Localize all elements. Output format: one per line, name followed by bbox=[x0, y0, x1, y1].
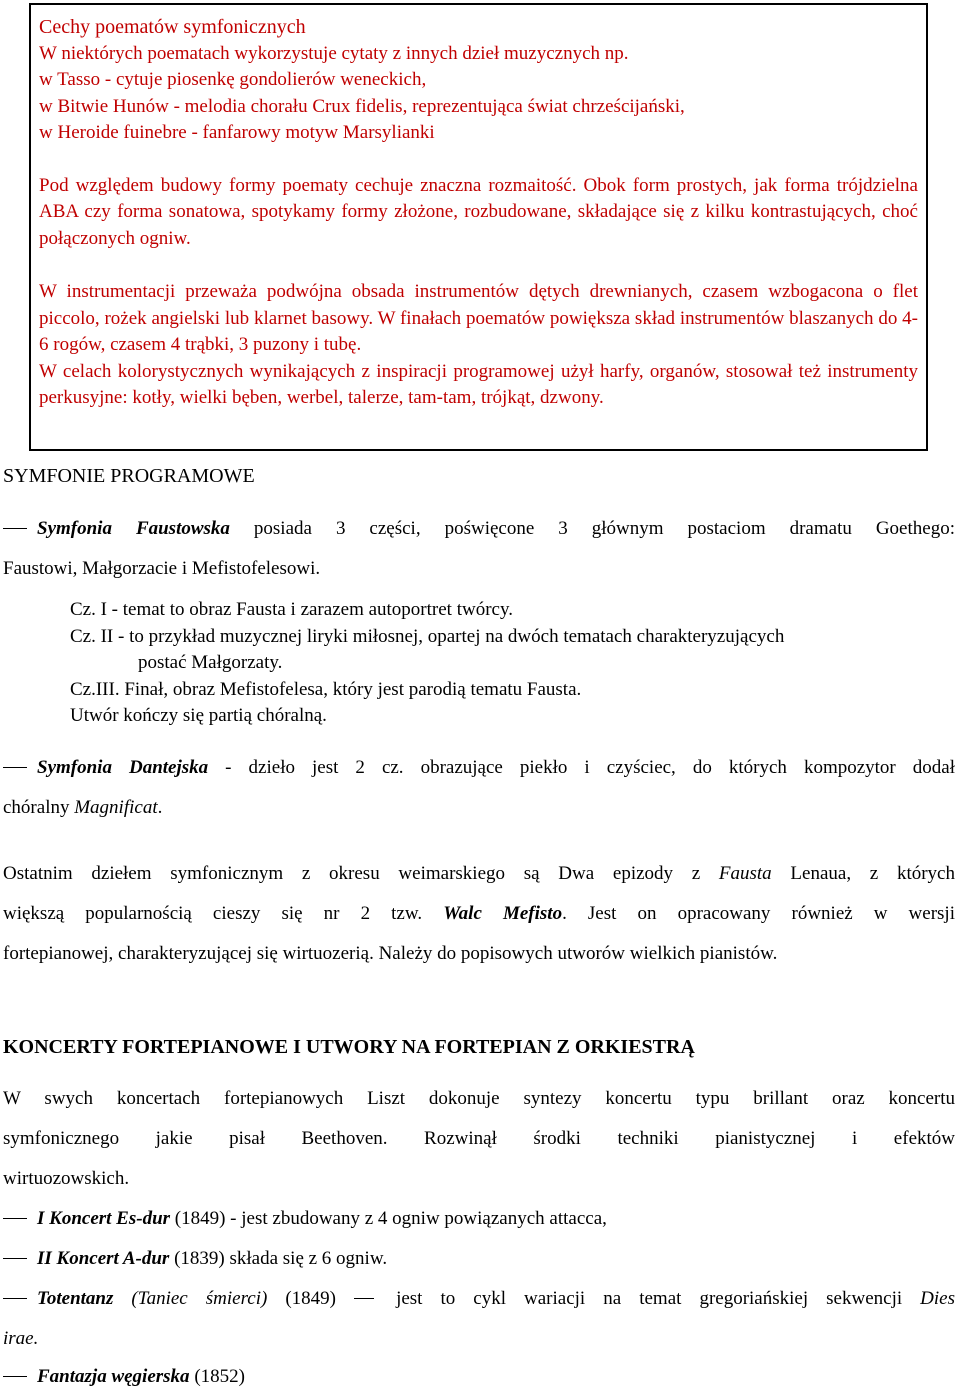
dash-bullet bbox=[3, 528, 27, 530]
list-item: Utwór kończy się partią chóralną. bbox=[70, 705, 327, 726]
section-heading-koncerty: KONCERTY FORTEPIANOWE I UTWORY NA FORTEPIAN Z ORKIESTRĄ bbox=[3, 1036, 695, 1058]
walc-mefisto: Walc Mefisto bbox=[443, 903, 563, 924]
form-paragraph: Pod względem budowy formy poematy cechuje znaczna rozmaitość. Obok form prostych, jak forma trójdzielna ABA czy forma sonatowa, spotykamy formy złożone, rozbudowane, składające się z kilku kontrastujących, choć połączonych ogniw. bbox=[39, 174, 918, 249]
list-item: Cz. I - temat to obraz Fausta i zarazem autoportret twórcy. bbox=[70, 599, 513, 620]
koncert-text: (1852) bbox=[189, 1366, 245, 1387]
koncert-item-4 bbox=[3, 1366, 955, 1388]
koncert-title: I Koncert Es-dur bbox=[37, 1208, 171, 1229]
ostatnim-line-3: fortepianowej, charakteryzującej się wirtuozerią. Należy do popisowych utworów wielkich pianistów. bbox=[3, 943, 778, 964]
list-item: Cz. II - to przykład muzycznej liryki miłosnej, opartej na dwóch tematach charakteryzujących bbox=[70, 625, 785, 647]
dante-title: Symfonia Dantejska bbox=[37, 757, 209, 778]
irae-latin: irae. bbox=[3, 1328, 39, 1349]
features-box bbox=[29, 3, 928, 451]
ostatnim-text: Lenaua, z których bbox=[771, 863, 955, 884]
ostatnim-line-1 bbox=[3, 863, 955, 885]
fausta: Fausta bbox=[718, 863, 772, 884]
koncert-subtitle: (Taniec śmierci) bbox=[113, 1288, 268, 1309]
dante-text: - dzieło jest 2 cz. obrazujące piekło i czyściec, do których kompozytor dodał bbox=[208, 757, 955, 778]
koncert-item-1 bbox=[3, 1208, 955, 1230]
koncert-text: (1849) - jest zbudowany z 4 ogniw powiązanych attacca, bbox=[170, 1208, 607, 1229]
koncert-title: Fantazja węgierska bbox=[37, 1366, 190, 1387]
faust-line-2: Faustowi, Małgorzacie i Mefistofelesowi. bbox=[3, 558, 321, 579]
dante-line-2 bbox=[3, 797, 955, 819]
list-item: Cz.III. Finał, obraz Mefistofelesa, który jest parodią tematu Fausta. bbox=[70, 678, 582, 700]
dante-text: . bbox=[157, 797, 163, 818]
dash-bullet bbox=[3, 1376, 27, 1378]
ostatnim-text: Ostatnim dziełem symfonicznym z okresu weimarskiego są Dwa epizody z bbox=[3, 863, 719, 884]
quote-item: w Bitwie Hunów - melodia chorału Crux fidelis, reprezentująca świat chrześcijański, bbox=[39, 95, 685, 117]
dash-bullet bbox=[3, 1258, 27, 1260]
dies-latin: Dies bbox=[920, 1288, 955, 1309]
quote-item: w Tasso - cytuje piosenkę gondolierów weneckich, bbox=[39, 69, 427, 90]
magnificat: Magnificat bbox=[74, 797, 158, 818]
koncert-text: (1839) składa się z 6 ogniw. bbox=[169, 1248, 388, 1269]
koncert-title: II Koncert A-dur bbox=[37, 1248, 170, 1269]
quote-item: w Heroide fuinebre - fanfarowy motyw Marsylianki bbox=[39, 122, 435, 143]
color-paragraph: W celach kolorystycznych wynikających z inspiracji programowej użył harfy, organów, stosował też instrumenty perkusyjne: kotły, wielki bęben, werbel, talerze, tam-tam, trójkąt, dzwony. bbox=[39, 360, 918, 408]
faust-title: Symfonia Faustowska bbox=[37, 518, 230, 539]
koncert-item-3-cont bbox=[3, 1328, 955, 1350]
koncert-text: (1849) bbox=[267, 1288, 355, 1309]
dash-bullet bbox=[3, 1218, 27, 1220]
koncert-item-2 bbox=[3, 1248, 955, 1270]
list-item: postać Małgorzaty. bbox=[138, 652, 283, 673]
section-heading-symfonie: SYMFONIE PROGRAMOWE bbox=[3, 465, 255, 487]
dante-line-1 bbox=[3, 757, 955, 779]
instrumentation-paragraph: W instrumentacji przeważa podwójna obsada instrumentów dętych drewnianych, czasem wzbogacona o flet piccolo, rożek angielski lub klarnet basowy. W finałach poematów powiększa skład instrumentów blaszanych do 4-6 rogów, czasem 4 trąbki, 3 puzony i tubę. bbox=[39, 281, 918, 355]
koncert-text: jest to cykl wariacji na temat gregoriańskiej sekwencji bbox=[378, 1288, 921, 1309]
faust-text: posiada 3 części, poświęcone 3 głównym postaciom dramatu Goethego: bbox=[229, 518, 955, 539]
dash-bullet bbox=[3, 767, 27, 769]
ostatnim-line-2 bbox=[3, 903, 955, 925]
koncert-title: Totentanz bbox=[37, 1288, 114, 1309]
koncerty-p2: symfonicznego jakie pisał Beethoven. Rozwinął środki techniki pianistycznej i efektów bbox=[3, 1128, 955, 1149]
ostatnim-text: większą popularnością cieszy się nr 2 tzw. bbox=[3, 903, 444, 924]
koncerty-p1: W swych koncertach fortepianowych Liszt dokonuje syntezy koncertu typu brillant oraz koncertu bbox=[3, 1088, 955, 1109]
koncerty-p3: wirtuozowskich. bbox=[3, 1168, 130, 1189]
faust-line-1 bbox=[3, 518, 955, 540]
dash-bullet bbox=[354, 1298, 374, 1300]
dante-text: chóralny bbox=[3, 797, 75, 818]
ostatnim-text: . Jest on opracowany również w wersji bbox=[562, 903, 955, 924]
box-intro: W niektórych poematach wykorzystuje cytaty z innych dzieł muzycznych np. bbox=[39, 42, 629, 64]
box-title: Cechy poematów symfonicznych bbox=[39, 16, 306, 38]
faust-parts-list bbox=[70, 597, 940, 730]
koncert-item-3 bbox=[3, 1288, 955, 1310]
dash-bullet bbox=[3, 1298, 27, 1300]
